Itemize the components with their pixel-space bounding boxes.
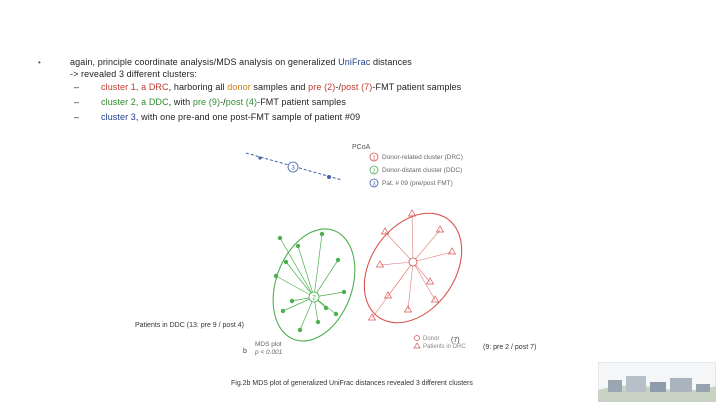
p-value: p < 0.001	[255, 349, 283, 356]
legend-pat09: Pat. # 09 (pre/post FMT)	[382, 180, 453, 187]
figure-caption: Fig.2b MDS plot of generalized UniFrac distances revealed 3 different clusters	[231, 380, 473, 387]
cluster-3-group	[246, 153, 342, 180]
text: -/	[220, 97, 226, 107]
legend-ddc: Donor-distant cluster (DDC)	[382, 167, 463, 174]
legend-title: PCoA	[352, 144, 371, 151]
campus-thumbnail-image	[598, 362, 716, 402]
unifrac-term: UniFrac	[338, 57, 371, 67]
ddc-term: DDC	[148, 97, 169, 107]
drc-cluster	[344, 195, 482, 341]
seven-annotation: (7)	[451, 337, 460, 344]
dash: –	[74, 112, 80, 122]
text: -FMT patient samples	[257, 97, 346, 107]
drc-term: DRC	[148, 82, 169, 92]
text: -FMT patient samples	[372, 82, 462, 92]
node2-label: 2	[312, 294, 316, 302]
bullet-dot: •	[38, 58, 41, 67]
bullet-line-2: -> revealed 3 different clusters:	[70, 69, 197, 79]
text: , with one pre-and one post-FMT sample of patient #09	[135, 112, 361, 122]
text: , harboring all	[168, 82, 228, 92]
panel-letter: b	[243, 348, 247, 355]
bottom-legend-markers	[414, 336, 420, 349]
post-term: post (4)	[225, 97, 258, 107]
cluster2-label: cluster 2, a	[101, 97, 149, 107]
text: samples and	[250, 82, 309, 92]
node3-label: 3	[291, 164, 295, 172]
legend-num-2: 2	[372, 168, 376, 175]
legend-patients-drc: Patients in DRC	[423, 344, 466, 350]
legend-donor: Donor	[423, 336, 440, 342]
pre-term: pre (9)	[192, 97, 221, 107]
dash: –	[74, 82, 80, 92]
line1-end: distances	[370, 57, 412, 67]
pre-term: pre (2)	[308, 82, 336, 92]
nine-annotation: (9: pre 2 / post 7)	[483, 344, 537, 351]
text: , with	[168, 97, 193, 107]
cluster1-label: cluster 1, a	[101, 82, 149, 92]
ddc-annotation: Patients in DDC (13: pre 9 / post 4)	[135, 322, 244, 329]
cluster3-label: cluster 3	[101, 112, 136, 122]
legend-drc: Donor-related cluster (DRC)	[382, 154, 463, 161]
ddc-cluster	[258, 218, 369, 353]
donor-term: donor	[227, 82, 251, 92]
legend-markers	[370, 153, 378, 188]
text: -/	[335, 82, 342, 92]
legend-num-3: 3	[372, 181, 376, 188]
post-term: post (7)	[341, 82, 373, 92]
dash: –	[74, 97, 80, 107]
mds-label: MDS plot	[255, 341, 282, 348]
legend-num-1: 1	[372, 155, 376, 162]
line1-text: again, principle coordinate analysis/MDS analysis on generalized	[70, 57, 339, 67]
